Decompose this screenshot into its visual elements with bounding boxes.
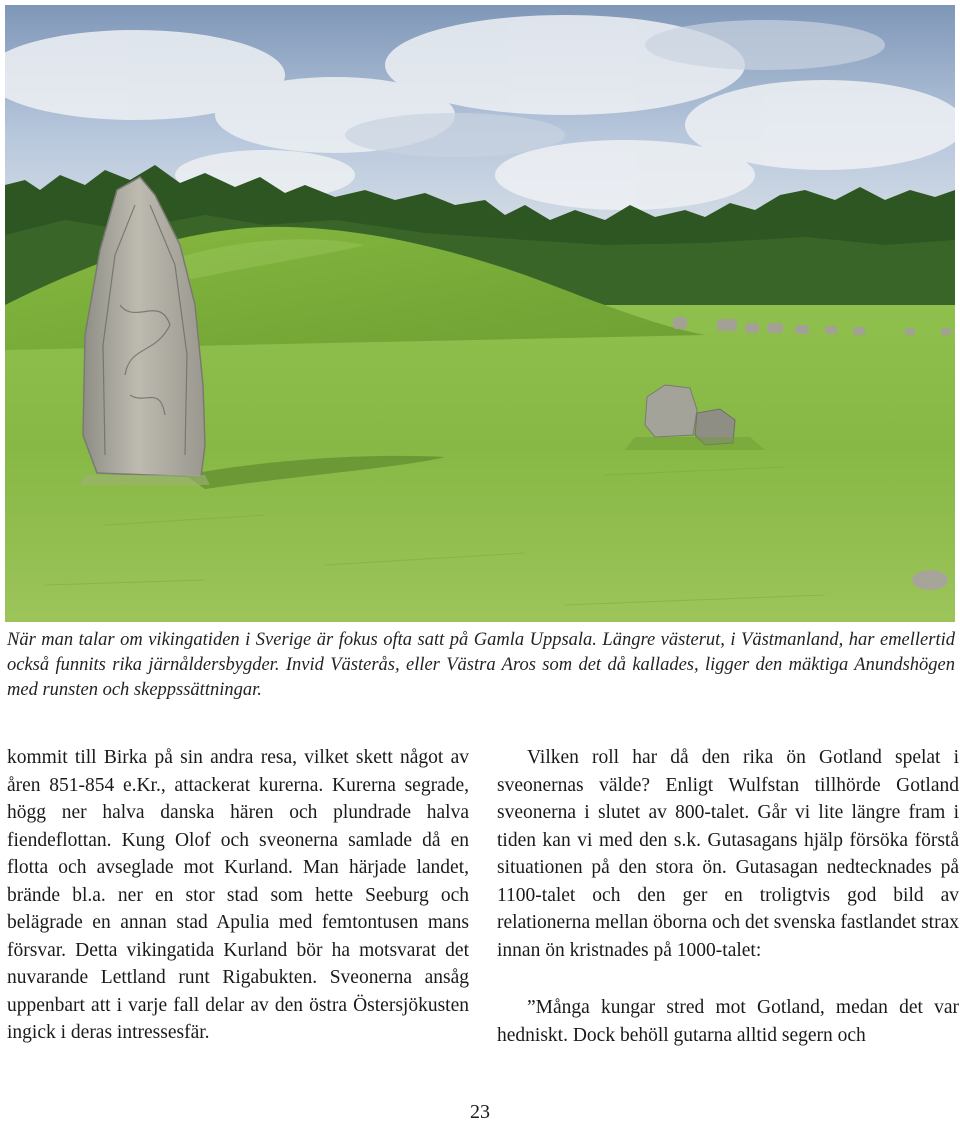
right-paragraph-2-quote: ”Många kungar stred mot Gotland, medan det var hedniskt. Dock behöll gutarna alltid segern och: [497, 997, 959, 1046]
left-paragraph: kommit till Birka på sin andra resa, vilket skett något av åren 851-854 e.Kr., attackerat kurerna. Kurerna segrade, högg ner halva danska hären och plundrade halva fiendeflottan. Kung Olof och sveonerna samlade då en flotta och avseglade mot Kurland. Man härjade landet, brände bl.a. ner en stor stad som hette Seeburg och belägrade en annan stad Apulia med femtontusen mans försvar. Detta vikingatida Kurland bör ha motsvarat det nuvarande Lettland runt Rigabukten. Sveonerna ansåg uppenbart att i varje fall delar av den östra Östersjökusten ingick i deras intressesfär.: [7, 747, 469, 1043]
right-paragraph-1: Vilken roll har då den rika ön Gotland spelat i sveonernas välde? Enligt Wulfstan tillhörde Gotland sveonerna i slutet av 800-talet. Går vi lite längre fram i tiden kan vi med den s.k. Gutasagans hjälp försöka förstå situationen på den stora ön. Gutasagan nedtecknades på 1100-talet och den ger en troligtvis god bild av relationerna mellan öborna och det svenska fastlandet strax innan ön kristnades på 1000-talet:: [497, 747, 959, 961]
anundshogen-photo: [5, 5, 955, 622]
right-column: [497, 744, 959, 1049]
photo-caption: När man talar om vikingatiden i Sverige är fokus ofta satt på Gamla Uppsala. Längre västerut, i Västmanland, har emellertid också funnits rika järnåldersbygder. Invid Västerås, eller Västra Aros som det då kallades, ligger den mäktiga Anundshögen med runsten och skeppssättningar.: [7, 630, 955, 700]
left-column: [7, 744, 469, 1047]
page-number: 23: [470, 1101, 490, 1123]
